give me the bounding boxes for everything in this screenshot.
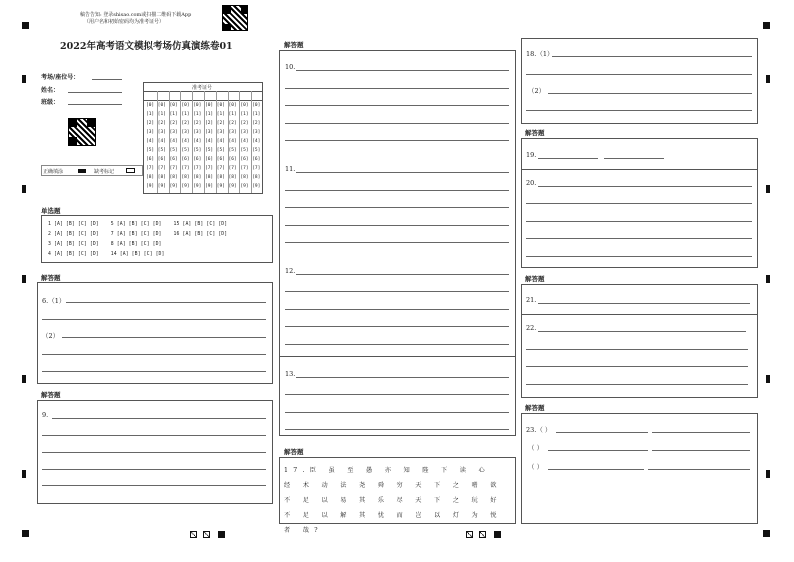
ticket-digit-bubble[interactable]: [5] <box>193 148 202 153</box>
ticket-digit-bubble[interactable]: [0] <box>252 103 261 108</box>
ticket-digit-bubble[interactable]: [6] <box>240 157 249 162</box>
answer-line[interactable] <box>285 225 509 226</box>
answer-box-q19-20 <box>521 138 758 268</box>
ticket-digit-bubble[interactable]: [6] <box>157 157 166 162</box>
choice-row[interactable]: 2 [A] [B] [C] [D] 7 [A] [B] [C] [D] 16 [A] [B] [C] [D] <box>48 232 228 237</box>
answer-line[interactable] <box>526 349 748 350</box>
ticket-digit-bubble[interactable]: [4] <box>205 139 214 144</box>
question-number: 11. <box>285 165 296 173</box>
page-mark-icon <box>218 531 225 538</box>
ticket-digit-bubble[interactable]: [3] <box>157 130 166 135</box>
choice-row[interactable]: 3 [A] [B] [C] [D] 8 [A] [B] [C] [D] <box>48 242 162 247</box>
answer-line[interactable] <box>285 242 509 243</box>
answer-line[interactable] <box>42 354 266 355</box>
ticket-label: 准考证号 <box>192 85 213 91</box>
ticket-digit-bubble[interactable]: [4] <box>169 139 178 144</box>
answer-line[interactable] <box>285 429 509 430</box>
answer-line[interactable] <box>538 303 750 304</box>
ticket-digit-bubble[interactable]: [4] <box>252 139 261 144</box>
qr-code-icon <box>68 118 96 146</box>
answer-line[interactable] <box>296 172 509 173</box>
answer-line[interactable] <box>285 291 509 292</box>
ticket-digit-bubble[interactable]: [8] <box>169 175 178 180</box>
ticket-digit-bubble[interactable]: [3] <box>216 130 225 135</box>
answer-line[interactable] <box>285 344 509 345</box>
name-label: 姓名： <box>41 87 60 94</box>
answer-line[interactable] <box>42 485 266 486</box>
ticket-digit-bubble[interactable]: [9] <box>228 184 237 189</box>
ticket-digit-bubble[interactable]: [2] <box>216 121 225 126</box>
ticket-digit-bubble[interactable]: [9] <box>169 184 178 189</box>
answer-box-q21-22 <box>521 284 758 398</box>
ticket-digit-bubble[interactable]: [5] <box>252 148 261 153</box>
ticket-digit-bubble[interactable]: [6] <box>193 157 202 162</box>
ticket-digit-bubble[interactable]: [5] <box>228 148 237 153</box>
ticket-digit-bubble[interactable]: [0] <box>228 103 237 108</box>
answer-line[interactable] <box>538 186 752 187</box>
ticket-digit-bubble[interactable]: [4] <box>146 139 155 144</box>
ticket-digit-bubble[interactable]: [7] <box>181 166 190 171</box>
ticket-digit-bubble[interactable]: [3] <box>146 130 155 135</box>
answer-line[interactable] <box>648 469 750 470</box>
page-mark-icon <box>203 531 210 538</box>
class-field[interactable] <box>68 104 122 105</box>
ticket-digit-bubble[interactable]: [2] <box>181 121 190 126</box>
ticket-digit-bubble[interactable]: [6] <box>216 157 225 162</box>
ticket-digit-bubble[interactable]: [0] <box>169 103 178 108</box>
question-number: （ ） <box>528 444 544 452</box>
ticket-digit-bubble[interactable]: [5] <box>169 148 178 153</box>
answer-line[interactable] <box>526 238 752 239</box>
ticket-digit-bubble[interactable]: [1] <box>240 112 249 117</box>
ticket-digit-bubble[interactable]: [5] <box>205 148 214 153</box>
classical-text[interactable]: 17.臣 虽 至 愚 亦 知 陛 下 读 心 经 术 动 法 尧 舜 穷 天 下 之 嗜 欲 不 足 以 易 其 乐 尽 天 下 之 玩 好 不 足 以 解 其 忧 而 岂 以 灯 为 悦 者 哉? <box>284 467 502 534</box>
answer-line[interactable] <box>42 469 266 470</box>
ticket-digit-bubble[interactable]: [9] <box>252 184 261 189</box>
ticket-digit-bubble[interactable]: [6] <box>228 157 237 162</box>
download-notice: 稿告告知: 登录shisao.com或扫描二维码下载App <box>80 12 192 18</box>
ticket-digit-bubble[interactable]: [6] <box>252 157 261 162</box>
ticket-digit-bubble[interactable]: [5] <box>146 148 155 153</box>
answer-line[interactable] <box>42 435 266 436</box>
answer-line[interactable] <box>296 274 509 275</box>
ticket-digit-bubble[interactable]: [7] <box>146 166 155 171</box>
answer-line[interactable] <box>62 337 266 338</box>
ticket-digit-bubble[interactable]: [0] <box>240 103 249 108</box>
answer-line[interactable] <box>526 384 748 385</box>
ticket-digit-bubble[interactable]: [9] <box>216 184 225 189</box>
answer-line[interactable] <box>296 70 509 71</box>
ticket-digit-bubble[interactable]: [2] <box>146 121 155 126</box>
ticket-digit-bubble[interactable]: [9] <box>146 184 155 189</box>
ticket-digit-bubble[interactable]: [7] <box>193 166 202 171</box>
question-number: 9. <box>42 411 49 419</box>
login-notice: （用户名和初始密码均为准考证号） <box>84 19 165 25</box>
ticket-digit-bubble[interactable]: [6] <box>169 157 178 162</box>
side-mark <box>22 75 26 83</box>
page-mark-icon <box>190 531 197 538</box>
ticket-digit-bubble[interactable]: [9] <box>181 184 190 189</box>
answer-line[interactable] <box>285 394 509 395</box>
ticket-digit-bubble[interactable]: [5] <box>240 148 249 153</box>
ticket-digit-bubble[interactable]: [2] <box>240 121 249 126</box>
ticket-digit-bubble[interactable]: [6] <box>146 157 155 162</box>
ticket-digit-bubble[interactable]: [9] <box>240 184 249 189</box>
ticket-digit-bubble[interactable]: [0] <box>157 103 166 108</box>
ticket-digit-bubble[interactable]: [2] <box>228 121 237 126</box>
ticket-digit-bubble[interactable]: [8] <box>157 175 166 180</box>
side-mark <box>766 275 770 283</box>
answer-line[interactable] <box>285 207 509 208</box>
qr-code-icon <box>222 5 248 31</box>
ticket-digit-bubble[interactable]: [6] <box>205 157 214 162</box>
ticket-digit-bubble[interactable]: [2] <box>205 121 214 126</box>
ticket-digit-bubble[interactable]: [1] <box>193 112 202 117</box>
ticket-digit-bubble[interactable]: [8] <box>181 175 190 180</box>
single-choice-box <box>41 215 273 263</box>
ticket-digit-bubble[interactable]: [7] <box>252 166 261 171</box>
answer-line[interactable] <box>652 432 750 433</box>
single-choice-title: 单选题 <box>41 207 61 215</box>
side-mark <box>766 75 770 83</box>
question-number: 13. <box>285 370 296 378</box>
section-title: 解答题 <box>284 41 304 49</box>
ticket-digit-bubble[interactable]: [8] <box>205 175 214 180</box>
section-title: 解答题 <box>41 274 61 282</box>
answer-line[interactable] <box>526 256 752 257</box>
page-mark-icon <box>494 531 501 538</box>
answer-line[interactable] <box>526 110 752 111</box>
answer-line[interactable] <box>42 371 266 372</box>
ticket-digit-bubble[interactable]: [1] <box>181 112 190 117</box>
answer-line[interactable] <box>66 302 266 303</box>
side-mark <box>22 275 26 283</box>
page-mark-icon <box>466 531 473 538</box>
ticket-digit-bubble[interactable]: [9] <box>193 184 202 189</box>
ticket-digit-bubble[interactable]: [1] <box>252 112 261 117</box>
ticket-digit-bubble[interactable]: [9] <box>205 184 214 189</box>
alignment-mark <box>763 530 770 537</box>
ticket-digit-bubble[interactable]: [3] <box>169 130 178 135</box>
answer-box-middle <box>279 50 516 436</box>
alignment-mark <box>22 22 29 29</box>
answer-line[interactable] <box>526 366 748 367</box>
ticket-digit-bubble[interactable]: [7] <box>169 166 178 171</box>
ticket-digit-bubble[interactable]: [7] <box>216 166 225 171</box>
answer-line[interactable] <box>652 450 750 451</box>
question-number: 6.（1） <box>42 297 66 305</box>
ticket-digit-bubble[interactable]: [5] <box>181 148 190 153</box>
fill-legend <box>41 165 143 176</box>
ticket-digit-bubble[interactable]: [5] <box>216 148 225 153</box>
answer-line[interactable] <box>42 319 266 320</box>
answer-line[interactable] <box>285 412 509 413</box>
filled-mark-icon <box>78 169 86 173</box>
answer-line[interactable] <box>285 309 509 310</box>
ticket-digit-bubble[interactable]: [0] <box>181 103 190 108</box>
side-mark <box>766 185 770 193</box>
section-title: 解答题 <box>41 391 61 399</box>
ticket-digit-bubble[interactable]: [1] <box>169 112 178 117</box>
question-number: 19. <box>526 151 537 159</box>
ticket-digit-bubble[interactable]: [4] <box>157 139 166 144</box>
question-number: （2） <box>528 87 546 95</box>
answer-line[interactable] <box>548 93 752 94</box>
question-number: 22. <box>526 324 537 332</box>
ticket-digit-bubble[interactable]: [7] <box>240 166 249 171</box>
side-mark <box>22 185 26 193</box>
answer-line[interactable] <box>604 158 664 159</box>
answer-line[interactable] <box>538 331 746 332</box>
section-title: 解答题 <box>525 129 545 137</box>
question-number: （ ） <box>528 463 544 471</box>
ticket-digit-bubble[interactable]: [2] <box>193 121 202 126</box>
ticket-number-grid <box>143 82 263 194</box>
ticket-digit-bubble[interactable]: [4] <box>216 139 225 144</box>
ticket-digit-bubble[interactable]: [3] <box>181 130 190 135</box>
answer-line[interactable] <box>285 88 509 89</box>
ticket-digit-bubble[interactable]: [2] <box>157 121 166 126</box>
answer-line[interactable] <box>548 450 648 451</box>
ticket-digit-bubble[interactable]: [0] <box>193 103 202 108</box>
ticket-digit-bubble[interactable]: [8] <box>240 175 249 180</box>
ticket-digit-bubble[interactable]: [0] <box>146 103 155 108</box>
ticket-digit-bubble[interactable]: [0] <box>205 103 214 108</box>
choice-row[interactable]: 1 [A] [B] [C] [D] 5 [A] [B] [C] [D] 15 [A] [B] [C] [D] <box>48 222 228 227</box>
side-mark <box>22 470 26 478</box>
question-number: 12. <box>285 267 296 275</box>
ticket-digit-bubble[interactable]: [2] <box>169 121 178 126</box>
ticket-digit-bubble[interactable]: [0] <box>216 103 225 108</box>
side-mark <box>22 375 26 383</box>
question-number: 23.（ ） <box>526 426 552 434</box>
absent-checkbox[interactable] <box>126 168 135 173</box>
name-field[interactable] <box>68 92 122 93</box>
alignment-mark <box>22 530 29 537</box>
side-mark <box>766 375 770 383</box>
side-mark <box>766 470 770 478</box>
answer-line[interactable] <box>296 377 509 378</box>
question-number: 21. <box>526 296 537 304</box>
question-number: 10. <box>285 63 296 71</box>
ticket-digit-bubble[interactable]: [1] <box>205 112 214 117</box>
room-field[interactable] <box>92 79 122 80</box>
answer-line[interactable] <box>552 56 752 57</box>
answer-line[interactable] <box>556 432 648 433</box>
ticket-digit-bubble[interactable]: [7] <box>228 166 237 171</box>
section-title: 解答题 <box>525 404 545 412</box>
ticket-digit-bubble[interactable]: [5] <box>157 148 166 153</box>
page-mark-icon <box>479 531 486 538</box>
ticket-digit-bubble[interactable]: [3] <box>252 130 261 135</box>
class-label: 班级： <box>41 99 60 106</box>
answer-box-q17 <box>279 457 516 534</box>
answer-box-q6 <box>37 282 273 384</box>
answer-line[interactable] <box>52 418 266 419</box>
room-label: 考场/座位号： <box>41 74 80 81</box>
correct-fill-label: 正确填涂 <box>43 169 64 175</box>
ticket-digit-bubble[interactable]: [1] <box>146 112 155 117</box>
ticket-digit-bubble[interactable]: [2] <box>252 121 261 126</box>
ticket-digit-bubble[interactable]: [4] <box>228 139 237 144</box>
page-title: 2022年高考语文模拟考场仿真演练卷01 <box>60 41 233 52</box>
ticket-digit-bubble[interactable]: [4] <box>181 139 190 144</box>
answer-line[interactable] <box>526 221 752 222</box>
answer-box-q9 <box>37 400 273 504</box>
question-number: 18.（1） <box>526 50 554 58</box>
answer-line[interactable] <box>285 190 509 191</box>
answer-line[interactable] <box>285 140 509 141</box>
ticket-digit-bubble[interactable]: [7] <box>157 166 166 171</box>
section-title: 解答题 <box>284 448 304 456</box>
ticket-digit-bubble[interactable]: [4] <box>193 139 202 144</box>
question-number: 20. <box>526 179 537 187</box>
answer-line[interactable] <box>526 203 752 204</box>
choice-row[interactable]: 4 [A] [B] [C] [D] 14 [A] [B] [C] [D] <box>48 252 165 257</box>
answer-box-q18 <box>521 38 758 124</box>
ticket-digit-bubble[interactable]: [1] <box>216 112 225 117</box>
ticket-digit-bubble[interactable]: [8] <box>146 175 155 180</box>
ticket-digit-bubble[interactable]: [1] <box>228 112 237 117</box>
ticket-digit-bubble[interactable]: [1] <box>157 112 166 117</box>
answer-line[interactable] <box>285 105 509 106</box>
answer-line[interactable] <box>42 452 266 453</box>
ticket-digit-bubble[interactable]: [8] <box>216 175 225 180</box>
ticket-digit-bubble[interactable]: [3] <box>193 130 202 135</box>
absent-label: 缺考标记 <box>94 169 115 175</box>
ticket-digit-bubble[interactable]: [7] <box>205 166 214 171</box>
section-title: 解答题 <box>525 275 545 283</box>
answer-line[interactable] <box>526 74 752 75</box>
answer-line[interactable] <box>285 123 509 124</box>
ticket-digit-bubble[interactable]: [9] <box>157 184 166 189</box>
answer-line[interactable] <box>548 469 644 470</box>
ticket-digit-bubble[interactable]: [3] <box>228 130 237 135</box>
ticket-digit-bubble[interactable]: [6] <box>181 157 190 162</box>
ticket-digit-bubble[interactable]: [8] <box>228 175 237 180</box>
ticket-digit-bubble[interactable]: [3] <box>240 130 249 135</box>
ticket-digit-bubble[interactable]: [8] <box>252 175 261 180</box>
answer-line[interactable] <box>538 158 598 159</box>
answer-box-q23 <box>521 413 758 524</box>
ticket-digit-bubble[interactable]: [4] <box>240 139 249 144</box>
answer-line[interactable] <box>285 326 509 327</box>
alignment-mark <box>763 22 770 29</box>
ticket-digit-bubble[interactable]: [8] <box>193 175 202 180</box>
ticket-digit-bubble[interactable]: [3] <box>205 130 214 135</box>
question-number: （2） <box>42 332 60 340</box>
